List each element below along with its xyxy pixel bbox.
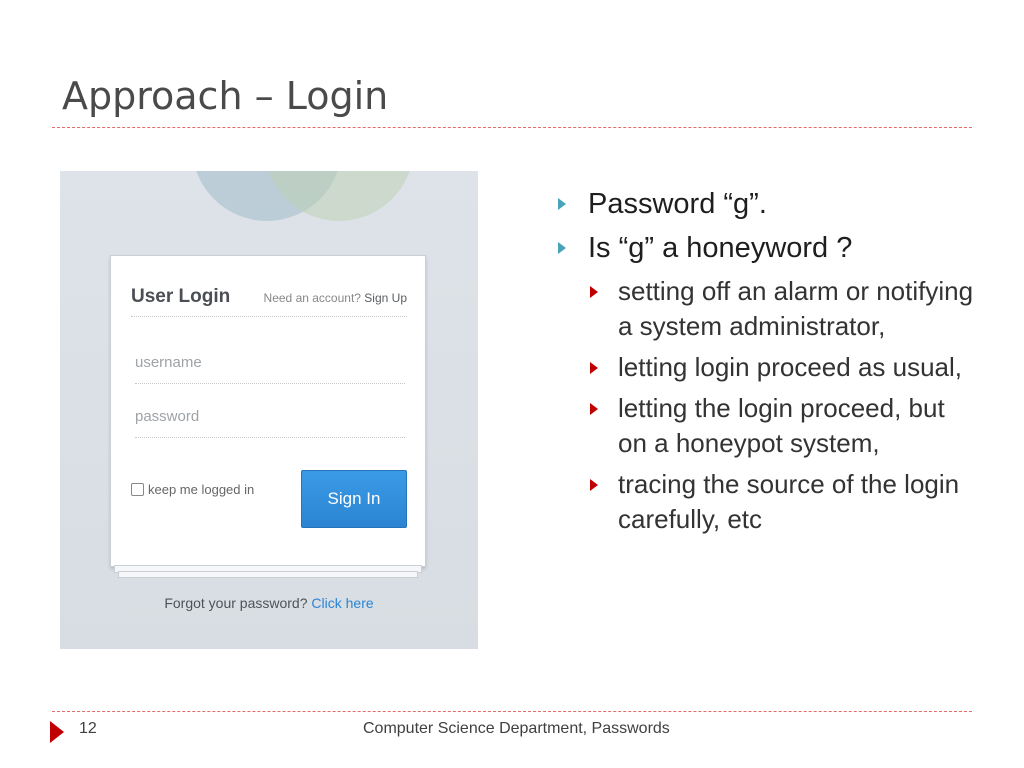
bullet-item bbox=[556, 182, 976, 226]
click-here-link[interactable]: Click here bbox=[311, 595, 374, 611]
sub-bullet-arrow-icon bbox=[590, 286, 598, 298]
sub-bullet-text: tracing the source of the login carefully, etc bbox=[618, 469, 960, 534]
bullet-text: Is “g” a honeyword ? bbox=[588, 232, 853, 264]
bullet-arrow-icon bbox=[558, 242, 566, 254]
sub-bullet-item bbox=[556, 467, 976, 537]
footer-divider bbox=[52, 711, 972, 712]
footer-text: Computer Science Department, Passwords bbox=[363, 720, 670, 737]
sub-bullet-arrow-icon bbox=[590, 362, 598, 374]
sub-bullet-arrow-icon bbox=[590, 403, 598, 415]
forgot-password bbox=[60, 595, 478, 611]
sub-bullet-text: letting login proceed as usual, bbox=[618, 352, 963, 382]
remember-checkbox[interactable] bbox=[131, 483, 144, 496]
sub-bullet-item bbox=[556, 391, 976, 461]
password-field[interactable]: password bbox=[135, 404, 405, 438]
sub-bullet-text: setting off an alarm or notifying a system administrator, bbox=[618, 276, 974, 341]
remember-me[interactable] bbox=[131, 482, 254, 497]
slide-title: Approach – Login bbox=[62, 74, 389, 118]
title-divider bbox=[52, 127, 972, 128]
sub-bullet-arrow-icon bbox=[590, 479, 598, 491]
login-screenshot bbox=[60, 171, 478, 649]
need-account-text bbox=[264, 291, 407, 305]
bullet-text: Password “g”. bbox=[588, 188, 767, 220]
sign-up-link[interactable]: Sign Up bbox=[364, 291, 407, 305]
bullet-arrow-icon bbox=[558, 198, 566, 210]
sub-bullet-item bbox=[556, 274, 976, 344]
login-card bbox=[110, 255, 426, 567]
page-number: 12 bbox=[79, 720, 97, 737]
bullet-list bbox=[556, 182, 976, 543]
login-heading: User Login bbox=[131, 286, 231, 307]
forgot-password-label: Forgot your password? bbox=[164, 595, 308, 611]
sign-in-button[interactable]: Sign In bbox=[301, 470, 407, 528]
username-field[interactable]: username bbox=[135, 350, 405, 384]
footer-arrow-icon bbox=[50, 721, 64, 743]
bullet-item bbox=[556, 226, 976, 270]
remember-label: keep me logged in bbox=[148, 482, 255, 497]
card-stack-shadow bbox=[118, 571, 418, 578]
login-card-header bbox=[131, 286, 407, 317]
sub-bullet-item bbox=[556, 350, 976, 385]
need-account-label: Need an account? bbox=[263, 291, 361, 305]
sub-bullet-text: letting the login proceed, but on a honeypot system, bbox=[618, 393, 945, 458]
